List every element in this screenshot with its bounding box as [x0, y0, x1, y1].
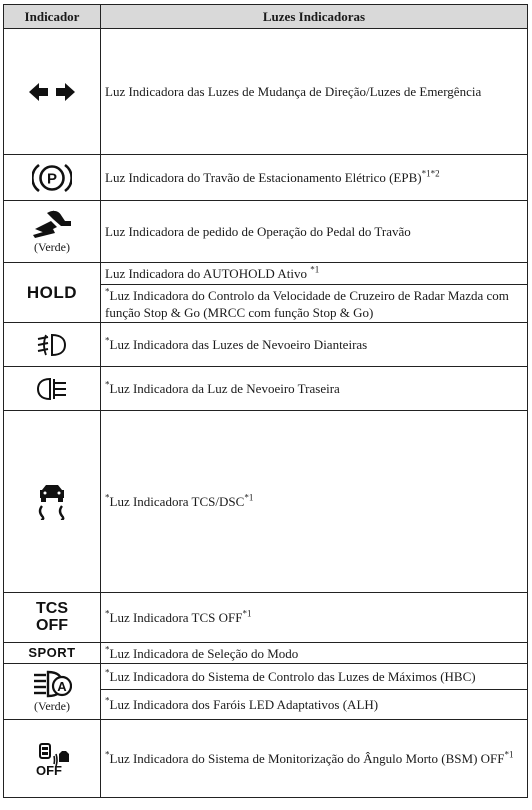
table-row: [4, 323, 528, 367]
header-indicator-lights: Luzes Indicadoras: [101, 5, 528, 29]
table-header-row: [4, 5, 528, 29]
header-indicator: Indicador: [4, 5, 101, 29]
indicator-description: *Luz Indicadora do Sistema de Controlo das Luzes de Máximos (HBC): [101, 664, 528, 690]
table-row: [4, 263, 528, 285]
hold-icon: HOLD: [26, 282, 78, 302]
tcs-off-icon: TCS OFF: [36, 600, 68, 634]
indicator-description: *Luz Indicadora do Controlo da Velocidade de Cruzeiro de Radar Mazda com função Stop & Go (MRCC com função Stop & Go): [101, 285, 528, 323]
indicator-cell: [4, 29, 101, 155]
indicator-description: *Luz Indicadora do Sistema de Monitorização do Ângulo Morto (BSM) OFF$^{*1}$: [101, 720, 528, 798]
icon-color-label: (Verde): [34, 698, 70, 713]
svg-text:A: A: [57, 678, 67, 694]
table-row: [4, 593, 528, 643]
indicator-description: Luz Indicadora do AUTOHOLD Ativo $^{*1}$: [101, 263, 528, 285]
turn-signal-arrows-icon: [29, 82, 75, 102]
indicator-description: *Luz Indicadora TCS OFF$^{*1}$: [101, 593, 528, 643]
brake-pedal-request-icon: [31, 209, 73, 239]
indicator-cell: [4, 664, 101, 720]
electric-parking-brake-icon: [32, 161, 72, 195]
indicator-description: *Luz Indicadora da Luz de Nevoeiro Traseira: [101, 367, 528, 411]
tcs-dsc-skidding-car-icon: [36, 484, 68, 520]
table-row: [4, 29, 528, 155]
table-row: [4, 155, 528, 201]
indicator-cell: [4, 323, 101, 367]
table-row: [4, 367, 528, 411]
indicator-cell: [4, 367, 101, 411]
indicator-cell: [4, 201, 101, 263]
indicator-description: *Luz Indicadora das Luzes de Nevoeiro Dianteiras: [101, 323, 528, 367]
indicator-table: [3, 4, 528, 798]
front-fog-light-icon: [35, 331, 69, 359]
icon-color-label: (Verde): [34, 239, 70, 254]
table-row: [4, 201, 528, 263]
table-row: [4, 664, 528, 690]
indicator-cell: [4, 720, 101, 798]
indicator-description: *Luz Indicadora de Seleção do Modo: [101, 643, 528, 664]
indicator-description: *Luz Indicadora dos Faróis LED Adaptativos (ALH): [101, 690, 528, 720]
high-beam-control-icon: [32, 670, 72, 698]
indicator-cell: [4, 643, 101, 664]
indicator-cell: [4, 593, 101, 643]
indicator-description: Luz Indicadora de pedido de Operação do Pedal do Travão: [101, 201, 528, 263]
indicator-description: Luz Indicadora do Travão de Estacionamento Elétrico (EPB)$^{*1*2}$: [101, 155, 528, 201]
svg-text:P: P: [46, 170, 58, 187]
indicator-cell: [4, 411, 101, 593]
table-row: [4, 643, 528, 664]
rear-fog-light-icon: [35, 375, 69, 403]
sport-mode-icon: SPORT: [28, 645, 76, 660]
indicator-description: Luz Indicadora das Luzes de Mudança de Direção/Luzes de Emergência: [101, 29, 528, 155]
blind-spot-monitoring-off-icon: [32, 742, 72, 776]
indicator-cell: [4, 155, 101, 201]
svg-text:OFF: OFF: [36, 762, 62, 776]
table-row: [4, 411, 528, 593]
indicator-description: *Luz Indicadora TCS/DSC$^{*1}$: [101, 411, 528, 593]
indicator-cell: [4, 263, 101, 323]
table-row: [4, 720, 528, 798]
